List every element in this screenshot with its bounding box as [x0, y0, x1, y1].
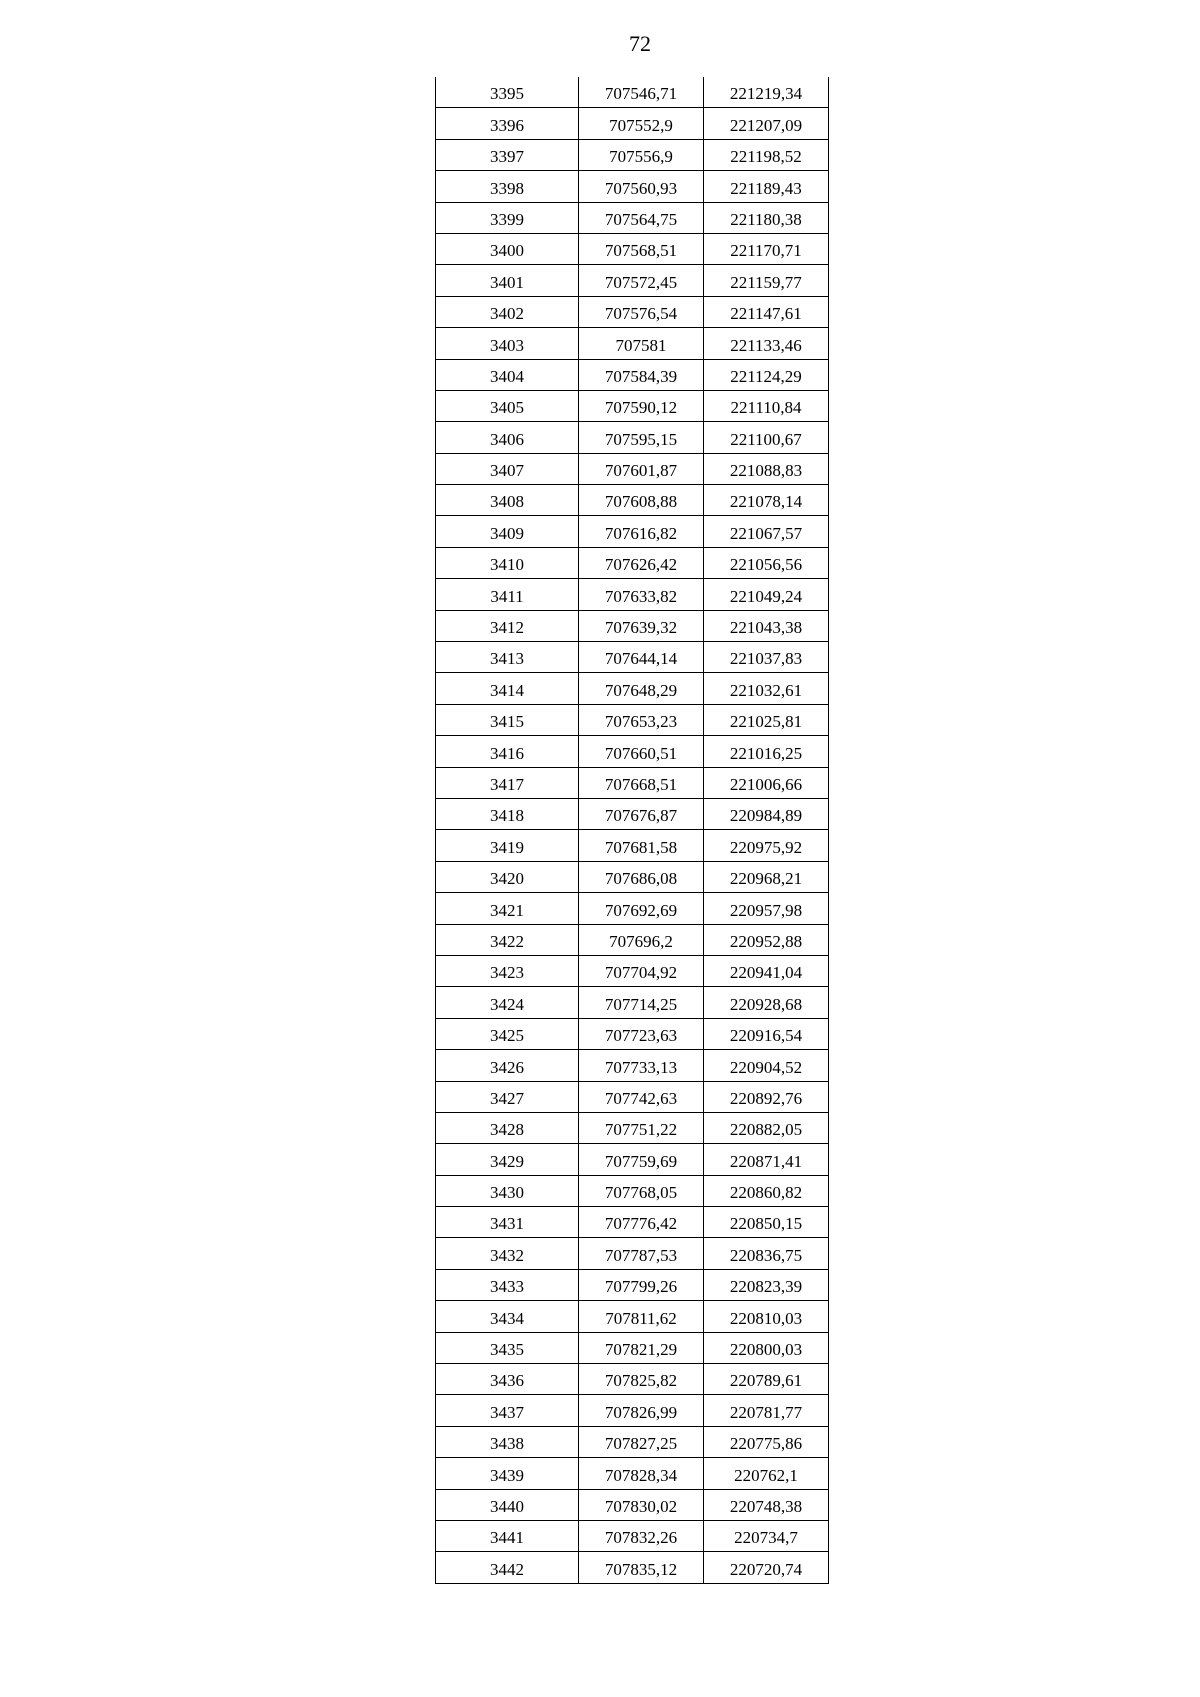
x-coordinate-cell: 707742,63	[579, 1081, 704, 1112]
x-coordinate-cell: 707595,15	[579, 422, 704, 453]
y-coordinate-cell: 220975,92	[704, 830, 829, 861]
y-coordinate-cell: 220871,41	[704, 1144, 829, 1175]
y-coordinate-cell: 221189,43	[704, 171, 829, 202]
y-coordinate-cell: 220775,86	[704, 1426, 829, 1457]
x-coordinate-cell: 707581	[579, 328, 704, 359]
point-number-cell: 3418	[436, 798, 579, 829]
table-row	[436, 1332, 829, 1363]
table-row	[436, 1175, 829, 1206]
table-row	[436, 1207, 829, 1238]
point-number-cell: 3417	[436, 767, 579, 798]
x-coordinate-cell: 707681,58	[579, 830, 704, 861]
point-number-cell: 3409	[436, 516, 579, 547]
x-coordinate-cell: 707676,87	[579, 798, 704, 829]
x-coordinate-cell: 707660,51	[579, 736, 704, 767]
point-number-cell: 3397	[436, 139, 579, 170]
x-coordinate-cell: 707830,02	[579, 1489, 704, 1520]
x-coordinate-cell: 707787,53	[579, 1238, 704, 1269]
x-coordinate-cell: 707704,92	[579, 955, 704, 986]
x-coordinate-cell: 707828,34	[579, 1458, 704, 1489]
x-coordinate-cell: 707633,82	[579, 579, 704, 610]
y-coordinate-cell: 220904,52	[704, 1050, 829, 1081]
table-row	[436, 485, 829, 516]
table-row	[436, 1426, 829, 1457]
table-row	[436, 861, 829, 892]
table-row	[436, 265, 829, 296]
point-number-cell: 3405	[436, 390, 579, 421]
x-coordinate-cell: 707821,29	[579, 1332, 704, 1363]
point-number-cell: 3430	[436, 1175, 579, 1206]
point-number-cell: 3424	[436, 987, 579, 1018]
x-coordinate-cell: 707564,75	[579, 202, 704, 233]
table-row	[436, 830, 829, 861]
table-row	[436, 673, 829, 704]
x-coordinate-cell: 707668,51	[579, 767, 704, 798]
table-row	[436, 1112, 829, 1143]
x-coordinate-cell: 707751,22	[579, 1112, 704, 1143]
point-number-cell: 3419	[436, 830, 579, 861]
y-coordinate-cell: 221110,84	[704, 390, 829, 421]
table-row	[436, 767, 829, 798]
x-coordinate-cell: 707546,71	[579, 77, 704, 108]
x-coordinate-cell: 707552,9	[579, 108, 704, 139]
point-number-cell: 3402	[436, 296, 579, 327]
y-coordinate-cell: 220952,88	[704, 924, 829, 955]
table-row	[436, 390, 829, 421]
y-coordinate-cell: 220916,54	[704, 1018, 829, 1049]
x-coordinate-cell: 707572,45	[579, 265, 704, 296]
point-number-cell: 3433	[436, 1269, 579, 1300]
y-coordinate-cell: 221049,24	[704, 579, 829, 610]
table-row	[436, 108, 829, 139]
table-row	[436, 1081, 829, 1112]
y-coordinate-cell: 221032,61	[704, 673, 829, 704]
point-number-cell: 3437	[436, 1395, 579, 1426]
x-coordinate-cell: 707776,42	[579, 1207, 704, 1238]
table-row	[436, 736, 829, 767]
x-coordinate-cell: 707696,2	[579, 924, 704, 955]
y-coordinate-cell: 220984,89	[704, 798, 829, 829]
y-coordinate-cell: 221043,38	[704, 610, 829, 641]
table-row	[436, 704, 829, 735]
y-coordinate-cell: 221159,77	[704, 265, 829, 296]
table-row	[436, 1489, 829, 1520]
point-number-cell: 3423	[436, 955, 579, 986]
point-number-cell: 3432	[436, 1238, 579, 1269]
table-row	[436, 1364, 829, 1395]
x-coordinate-cell: 707601,87	[579, 453, 704, 484]
table-row	[436, 422, 829, 453]
point-number-cell: 3422	[436, 924, 579, 955]
point-number-cell: 3399	[436, 202, 579, 233]
point-number-cell: 3413	[436, 642, 579, 673]
table-row	[436, 1050, 829, 1081]
point-number-cell: 3396	[436, 108, 579, 139]
y-coordinate-cell: 220968,21	[704, 861, 829, 892]
page-number: 72	[629, 31, 651, 56]
x-coordinate-cell: 707556,9	[579, 139, 704, 170]
table-row	[436, 516, 829, 547]
point-number-cell: 3421	[436, 893, 579, 924]
point-number-cell: 3434	[436, 1301, 579, 1332]
y-coordinate-cell: 221088,83	[704, 453, 829, 484]
x-coordinate-cell: 707639,32	[579, 610, 704, 641]
x-coordinate-cell: 707616,82	[579, 516, 704, 547]
point-number-cell: 3411	[436, 579, 579, 610]
point-number-cell: 3425	[436, 1018, 579, 1049]
coordinates-table-body	[436, 77, 829, 1583]
x-coordinate-cell: 707811,62	[579, 1301, 704, 1332]
y-coordinate-cell: 220762,1	[704, 1458, 829, 1489]
y-coordinate-cell: 221100,67	[704, 422, 829, 453]
x-coordinate-cell: 707825,82	[579, 1364, 704, 1395]
x-coordinate-cell: 707626,42	[579, 547, 704, 578]
table-row	[436, 171, 829, 202]
point-number-cell: 3435	[436, 1332, 579, 1363]
x-coordinate-cell: 707692,69	[579, 893, 704, 924]
point-number-cell: 3439	[436, 1458, 579, 1489]
point-number-cell: 3403	[436, 328, 579, 359]
point-number-cell: 3404	[436, 359, 579, 390]
y-coordinate-cell: 221025,81	[704, 704, 829, 735]
x-coordinate-cell: 707759,69	[579, 1144, 704, 1175]
point-number-cell: 3426	[436, 1050, 579, 1081]
table-row	[436, 1395, 829, 1426]
table-row	[436, 202, 829, 233]
table-row	[436, 1458, 829, 1489]
point-number-cell: 3398	[436, 171, 579, 202]
y-coordinate-cell: 221078,14	[704, 485, 829, 516]
x-coordinate-cell: 707835,12	[579, 1552, 704, 1583]
point-number-cell: 3400	[436, 233, 579, 264]
table-row	[436, 139, 829, 170]
y-coordinate-cell: 221037,83	[704, 642, 829, 673]
table-row	[436, 453, 829, 484]
x-coordinate-cell: 707686,08	[579, 861, 704, 892]
table-row	[436, 955, 829, 986]
x-coordinate-cell: 707832,26	[579, 1520, 704, 1551]
y-coordinate-cell: 221219,34	[704, 77, 829, 108]
y-coordinate-cell: 220882,05	[704, 1112, 829, 1143]
point-number-cell: 3429	[436, 1144, 579, 1175]
point-number-cell: 3416	[436, 736, 579, 767]
point-number-cell: 3442	[436, 1552, 579, 1583]
point-number-cell: 3420	[436, 861, 579, 892]
x-coordinate-cell: 707568,51	[579, 233, 704, 264]
table-row	[436, 1520, 829, 1551]
table-row	[436, 328, 829, 359]
y-coordinate-cell: 220850,15	[704, 1207, 829, 1238]
x-coordinate-cell: 707826,99	[579, 1395, 704, 1426]
point-number-cell: 3436	[436, 1364, 579, 1395]
x-coordinate-cell: 707714,25	[579, 987, 704, 1018]
y-coordinate-cell: 220789,61	[704, 1364, 829, 1395]
table-row	[436, 1552, 829, 1583]
point-number-cell: 3431	[436, 1207, 579, 1238]
x-coordinate-cell: 707648,29	[579, 673, 704, 704]
point-number-cell: 3438	[436, 1426, 579, 1457]
y-coordinate-cell: 220957,98	[704, 893, 829, 924]
y-coordinate-cell: 221124,29	[704, 359, 829, 390]
table-row	[436, 987, 829, 1018]
x-coordinate-cell: 707584,39	[579, 359, 704, 390]
x-coordinate-cell: 707723,63	[579, 1018, 704, 1049]
x-coordinate-cell: 707590,12	[579, 390, 704, 421]
y-coordinate-cell: 221207,09	[704, 108, 829, 139]
table-row	[436, 296, 829, 327]
point-number-cell: 3428	[436, 1112, 579, 1143]
table-row	[436, 610, 829, 641]
x-coordinate-cell: 707733,13	[579, 1050, 704, 1081]
table-row	[436, 893, 829, 924]
table-row	[436, 1301, 829, 1332]
point-number-cell: 3415	[436, 704, 579, 735]
y-coordinate-cell: 220748,38	[704, 1489, 829, 1520]
y-coordinate-cell: 221133,46	[704, 328, 829, 359]
y-coordinate-cell: 220941,04	[704, 955, 829, 986]
y-coordinate-cell: 221067,57	[704, 516, 829, 547]
table-row	[436, 1269, 829, 1300]
point-number-cell: 3407	[436, 453, 579, 484]
table-row	[436, 77, 829, 108]
y-coordinate-cell: 220860,82	[704, 1175, 829, 1206]
point-number-cell: 3410	[436, 547, 579, 578]
table-row	[436, 1238, 829, 1269]
x-coordinate-cell: 707799,26	[579, 1269, 704, 1300]
y-coordinate-cell: 220892,76	[704, 1081, 829, 1112]
y-coordinate-cell: 220836,75	[704, 1238, 829, 1269]
y-coordinate-cell: 220928,68	[704, 987, 829, 1018]
y-coordinate-cell: 221180,38	[704, 202, 829, 233]
y-coordinate-cell: 221147,61	[704, 296, 829, 327]
y-coordinate-cell: 221006,66	[704, 767, 829, 798]
point-number-cell: 3401	[436, 265, 579, 296]
table-row	[436, 359, 829, 390]
y-coordinate-cell: 221056,56	[704, 547, 829, 578]
point-number-cell: 3395	[436, 77, 579, 108]
y-coordinate-cell: 220734,7	[704, 1520, 829, 1551]
table-row	[436, 1144, 829, 1175]
table-row	[436, 233, 829, 264]
coordinates-table	[435, 77, 829, 1584]
y-coordinate-cell: 220823,39	[704, 1269, 829, 1300]
point-number-cell: 3406	[436, 422, 579, 453]
y-coordinate-cell: 221170,71	[704, 233, 829, 264]
table-row	[436, 579, 829, 610]
table-row	[436, 1018, 829, 1049]
x-coordinate-cell: 707576,54	[579, 296, 704, 327]
y-coordinate-cell: 221198,52	[704, 139, 829, 170]
table-row	[436, 547, 829, 578]
table-row	[436, 924, 829, 955]
y-coordinate-cell: 220810,03	[704, 1301, 829, 1332]
point-number-cell: 3441	[436, 1520, 579, 1551]
x-coordinate-cell: 707768,05	[579, 1175, 704, 1206]
point-number-cell: 3414	[436, 673, 579, 704]
x-coordinate-cell: 707644,14	[579, 642, 704, 673]
table-row	[436, 798, 829, 829]
y-coordinate-cell: 220800,03	[704, 1332, 829, 1363]
x-coordinate-cell: 707608,88	[579, 485, 704, 516]
point-number-cell: 3408	[436, 485, 579, 516]
x-coordinate-cell: 707827,25	[579, 1426, 704, 1457]
y-coordinate-cell: 220781,77	[704, 1395, 829, 1426]
y-coordinate-cell: 220720,74	[704, 1552, 829, 1583]
x-coordinate-cell: 707653,23	[579, 704, 704, 735]
point-number-cell: 3440	[436, 1489, 579, 1520]
x-coordinate-cell: 707560,93	[579, 171, 704, 202]
y-coordinate-cell: 221016,25	[704, 736, 829, 767]
table-row	[436, 642, 829, 673]
point-number-cell: 3412	[436, 610, 579, 641]
point-number-cell: 3427	[436, 1081, 579, 1112]
